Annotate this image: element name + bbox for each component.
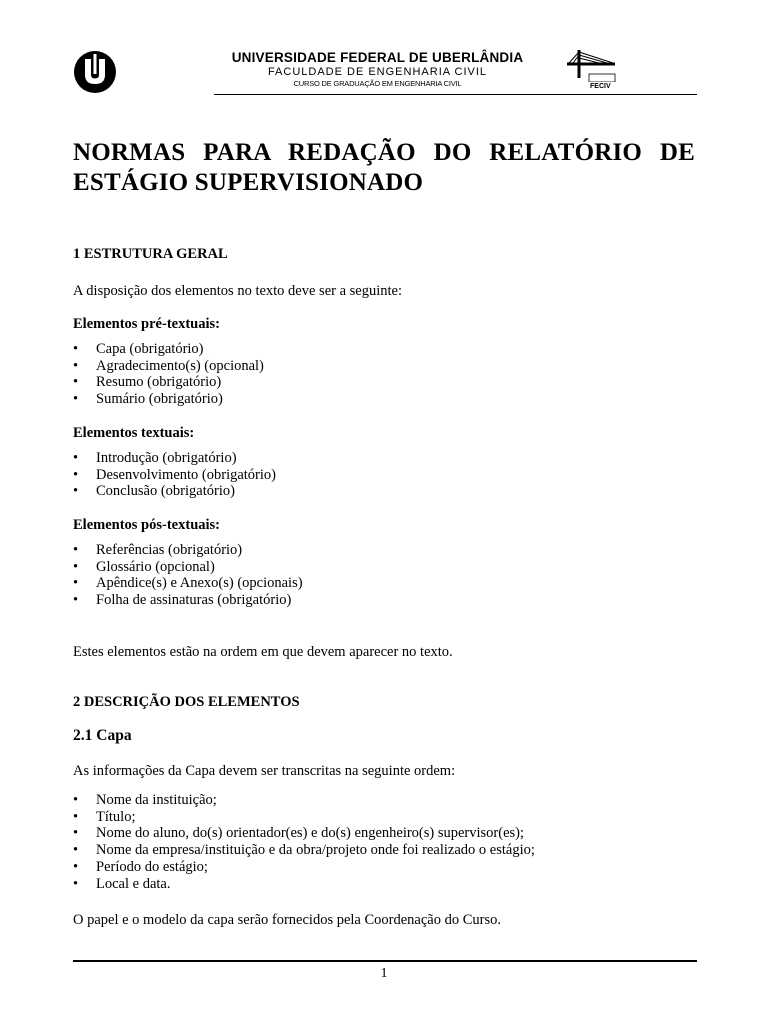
course-name: CURSO DE GRADUAÇÃO EM ENGENHARIA CIVIL [293, 79, 462, 88]
pre-textual-heading: Elementos pré-textuais: [73, 316, 220, 332]
section-2-closing: O papel e o modelo da capa serão fornecidos pela Coordenação do Curso. [73, 912, 501, 928]
header-text [170, 50, 585, 89]
section-1-intro: A disposição dos elementos no texto deve ser a seguinte: [73, 283, 402, 299]
list-item: • Folha de assinaturas (obrigatório) [73, 592, 303, 609]
feciv-logo [565, 48, 617, 87]
header-divider [214, 94, 697, 95]
footer-divider [73, 960, 697, 962]
cover-info-list [73, 792, 535, 892]
list-item: • Capa (obrigatório) [73, 341, 264, 358]
list-item: • Local e data. [73, 876, 535, 893]
document-title: NORMAS PARA REDAÇÃO DO RELATÓRIO DE ESTÁGIO SUPERVISIONADO [73, 139, 695, 196]
subsection-2-1-heading: 2.1 Capa [73, 727, 132, 744]
list-item: • Referências (obrigatório) [73, 542, 303, 559]
section-1-closing: Estes elementos estão na ordem em que devem aparecer no texto. [73, 644, 453, 660]
faculty-name: FACULDADE DE ENGENHARIA CIVIL [267, 66, 488, 78]
feciv-logo-text: FECIV [590, 83, 611, 90]
list-item: • Glossário (opcional) [73, 559, 303, 576]
list-item: • Sumário (obrigatório) [73, 391, 264, 408]
list-item: • Resumo (obrigatório) [73, 374, 264, 391]
list-item: • Nome do aluno, do(s) orientador(es) e do(s) engenheiro(s) supervisor(es); [73, 825, 535, 842]
post-textual-list [73, 542, 303, 609]
page-number: 1 [380, 966, 388, 981]
list-item: • Apêndice(s) e Anexo(s) (opcionais) [73, 575, 303, 592]
section-2-intro: As informações da Capa devem ser transcritas na seguinte ordem: [73, 763, 456, 779]
list-item: • Nome da empresa/instituição e da obra/projeto onde foi realizado o estágio; [73, 842, 535, 859]
section-1-heading: 1 ESTRUTURA GERAL [73, 246, 228, 262]
list-item: • Período do estágio; [73, 859, 535, 876]
list-item: • Título; [73, 809, 535, 826]
section-2-heading: 2 DESCRIÇÃO DOS ELEMENTOS [73, 694, 300, 710]
textual-heading: Elementos textuais: [73, 425, 195, 441]
list-item: • Nome da instituição; [73, 792, 535, 809]
list-item: • Conclusão (obrigatório) [73, 483, 276, 500]
post-textual-heading: Elementos pós-textuais: [73, 517, 221, 533]
pre-textual-list [73, 341, 264, 408]
list-item: • Agradecimento(s) (opcional) [73, 358, 264, 375]
ufu-logo [73, 50, 117, 99]
textual-list [73, 450, 276, 500]
list-item: • Introdução (obrigatório) [73, 450, 276, 467]
list-item: • Desenvolvimento (obrigatório) [73, 467, 276, 484]
university-name: UNIVERSIDADE FEDERAL DE UBERLÂNDIA [231, 50, 524, 65]
